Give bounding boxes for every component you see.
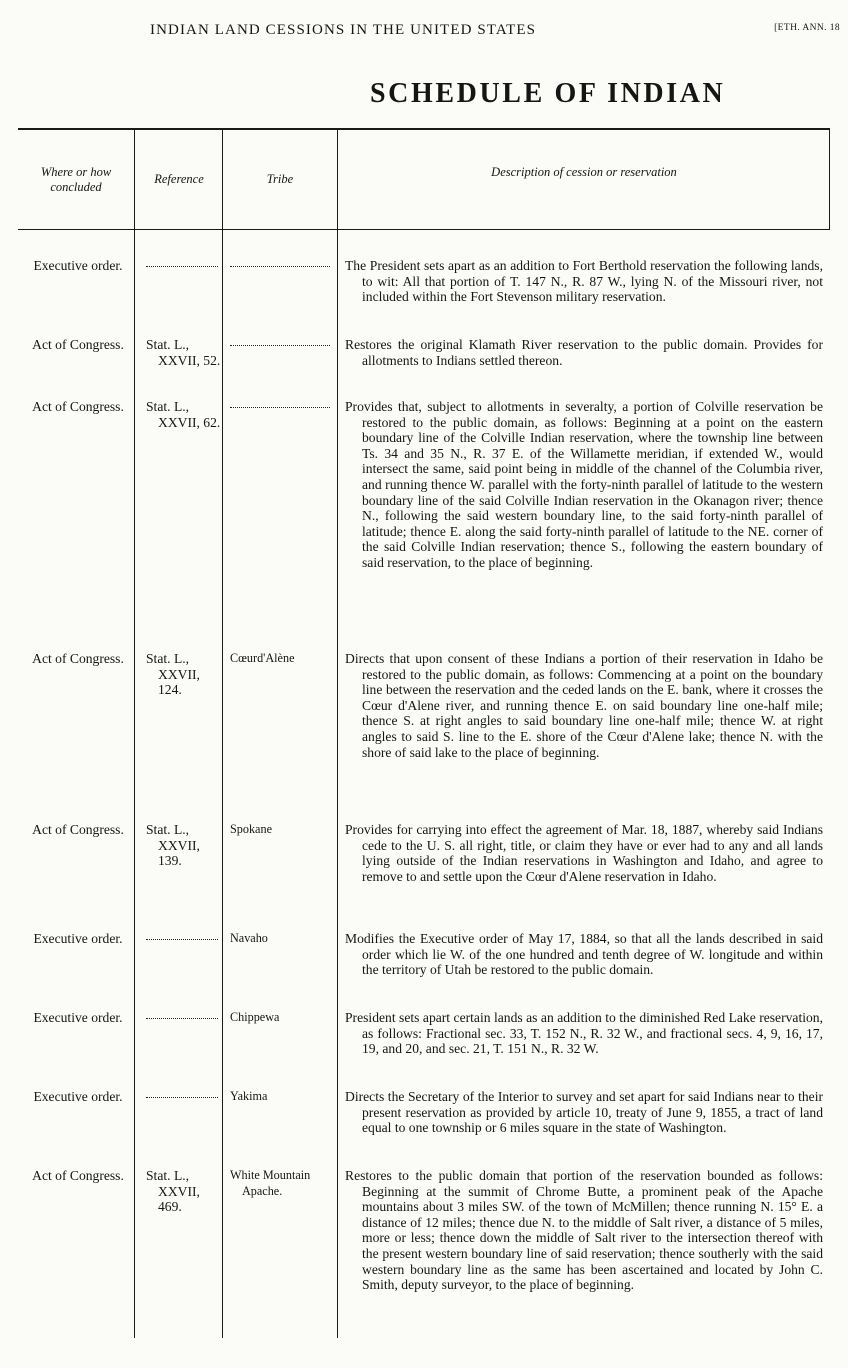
where-cell xyxy=(24,1089,132,1105)
dot-leader xyxy=(230,399,330,408)
description-text: Directs that upon consent of these Indians a portion of their reservation in Idaho be restored to the public domain, as follows: Commencing at a point on the boundary line between the reservation and the ceded lands on the E. bank, where it crosses the Cœur d'Alene river, and running thence E. on said boundary line one-half mile; thence S. at right angles to said boundary line one-half mile; thence W. at right angles to said S. line to the E. shore of the Cœur d'Alene lake; thence N. with the shore of said lake to the place of beginning. xyxy=(345,651,823,760)
running-head xyxy=(0,22,848,42)
tribe-cell xyxy=(230,931,334,947)
tribe-cell xyxy=(230,337,334,346)
column-divider-1 xyxy=(134,130,135,1338)
reference-cell xyxy=(146,1089,222,1098)
description-text: Directs the Secretary of the Interior to survey and set apart for said Indians near to their present reservation as provided by article 10, treaty of June 9, 1855, a tract of land equal to one township or 6 miles square in the state of Washington. xyxy=(345,1089,823,1136)
reference-text: Stat. L., XXVII, 124. xyxy=(146,651,200,698)
description-cell xyxy=(345,651,823,760)
where-cell xyxy=(24,337,132,353)
column-divider-2 xyxy=(222,130,223,1338)
column-header-tribe: Tribe xyxy=(266,172,294,186)
description-text: Provides that, subject to allotments in severalty, a portion of Colville reservation be restored to the public domain, as follows: Beginning at a point on the eastern boundary line of the Colville Indian reservation, where the township line between Ts. 34 and 35 N., R. 37 E. of the Willamette meridian, if extended W., would intersect the same, said point being in middle of the channel of the Columbia river, and running thence W. parallel with the forty-ninth parallel of latitude to the western boundary line of the said Colville Indian reservation in the Okanagon river; thence N., following the said western boundary line, to the said forty-ninth parallel of latitude; thence E. along the said forty-ninth parallel of latitude to the NE. corner of the said Colville Indian reservation; thence S., following the eastern boundary of said reservation, to the place of beginning. xyxy=(345,399,823,570)
description-cell xyxy=(345,1010,823,1057)
tribe-cell xyxy=(230,1010,334,1026)
dot-leader xyxy=(146,1089,218,1098)
description-text: The President sets apart as an addition to Fort Berthold reservation the following lands, to wit: All that portion of T. 147 N., R. 87 W., lying N. of the Missouri river, not included within the Fort Stevenson military reservation. xyxy=(345,258,823,305)
dot-leader xyxy=(230,258,330,267)
where-cell xyxy=(24,1168,132,1184)
tribe-cell xyxy=(230,651,334,667)
description-cell xyxy=(345,1089,823,1136)
reference-text: Stat. L., XXVII, 469. xyxy=(146,1168,200,1215)
column-header-description: Description of cession or reservation xyxy=(491,165,677,179)
reference-text: Stat. L., XXVII, 62. xyxy=(146,399,221,430)
tribe-text: Yakima xyxy=(230,1089,268,1103)
where-text: Act of Congress. xyxy=(32,337,124,352)
where-text: Act of Congress. xyxy=(32,651,124,666)
reference-cell xyxy=(146,1010,222,1019)
description-text: Restores the original Klamath River reservation to the public domain. Provides for allotments to Indians settled thereon. xyxy=(345,337,823,368)
dot-leader xyxy=(230,337,330,346)
reference-cell xyxy=(146,258,222,267)
where-cell xyxy=(24,1010,132,1026)
description-cell xyxy=(345,1168,823,1293)
tribe-text: Cœurd'Alène xyxy=(230,651,295,665)
tribe-text: Spokane xyxy=(230,822,272,836)
running-tag: [ETH. ANN. 18 xyxy=(774,23,840,33)
where-text: Act of Congress. xyxy=(32,822,124,837)
tribe-text: White Mountain Apache. xyxy=(230,1168,311,1198)
table-right-rule xyxy=(829,130,830,230)
where-text: Executive order. xyxy=(33,258,123,273)
where-text: Executive order. xyxy=(33,1010,123,1025)
where-cell xyxy=(24,651,132,667)
description-cell xyxy=(345,337,823,368)
reference-cell xyxy=(146,1168,222,1215)
where-text: Act of Congress. xyxy=(32,1168,124,1183)
description-cell xyxy=(345,399,823,571)
reference-cell xyxy=(146,337,222,368)
where-cell xyxy=(24,931,132,947)
where-cell xyxy=(24,822,132,838)
description-cell xyxy=(345,931,823,978)
reference-text: Stat. L., XXVII, 52. xyxy=(146,337,221,368)
column-header-where: Where or how concluded xyxy=(40,165,112,194)
tribe-text: Chippewa xyxy=(230,1010,280,1024)
reference-cell xyxy=(146,931,222,940)
column-header-reference: Reference xyxy=(154,172,204,186)
schedule-title: SCHEDULE OF INDIAN xyxy=(370,78,726,109)
header-bottom-rule xyxy=(18,229,830,230)
running-title: INDIAN LAND CESSIONS IN THE UNITED STATES xyxy=(150,22,537,38)
column-divider-3 xyxy=(337,130,338,1338)
where-text: Executive order. xyxy=(33,1089,123,1104)
tribe-cell xyxy=(230,258,334,267)
where-cell xyxy=(24,399,132,415)
reference-cell xyxy=(146,822,222,869)
table-top-rule xyxy=(18,128,830,130)
tribe-cell xyxy=(230,1089,334,1105)
description-cell xyxy=(345,258,823,305)
description-cell xyxy=(345,822,823,884)
tribe-cell xyxy=(230,399,334,408)
dot-leader xyxy=(146,1010,218,1019)
reference-cell xyxy=(146,651,222,698)
reference-cell xyxy=(146,399,222,430)
where-cell xyxy=(24,258,132,274)
description-text: Provides for carrying into effect the agreement of Mar. 18, 1887, whereby said Indians cede to the U. S. all right, title, or claim they have or ever had to any and all lands lying outside of the Indian reservations in Washington and Idaho, and agree to remove to and settle upon the Cœur d'Alene reservation in Idaho. xyxy=(345,822,823,884)
dot-leader xyxy=(146,931,218,940)
description-text: Restores to the public domain that portion of the reservation bounded as follows: Beginning at the summit of Chrome Butte, a prominent peak of the Apache mountains about 3 miles SW. of the town of McMillen; thence running N. 15° E. a distance of 12 miles; thence due N. to the middle of Salt river, a distance of 5 miles, more or less; thence down the middle of Salt river to the intersection thereof with the present western boundary line of said reservation; thence southerly with the said western boundary line as the same has been ascertained and located by John C. Smith, deputy surveyor, to the place of beginning. xyxy=(345,1168,823,1293)
tribe-cell xyxy=(230,822,334,838)
where-text: Act of Congress. xyxy=(32,399,124,414)
description-text: Modifies the Executive order of May 17, 1884, so that all the lands described in said order which lie W. of the one hundred and tenth degree of W. longitude and within the territory of Utah be restored to the public domain. xyxy=(345,931,823,978)
reference-text: Stat. L., XXVII, 139. xyxy=(146,822,200,869)
description-text: President sets apart certain lands as an addition to the diminished Red Lake reservation, as follows: Fractional sec. 33, T. 152 N., R. 32 W., and fractional secs. 4, 9, 16, 17, 19, and 20, and sec. 21, T. 151 N., R. 32 W. xyxy=(345,1010,823,1057)
tribe-cell xyxy=(230,1168,334,1199)
dot-leader xyxy=(146,258,218,267)
where-text: Executive order. xyxy=(33,931,123,946)
tribe-text: Navaho xyxy=(230,931,268,945)
